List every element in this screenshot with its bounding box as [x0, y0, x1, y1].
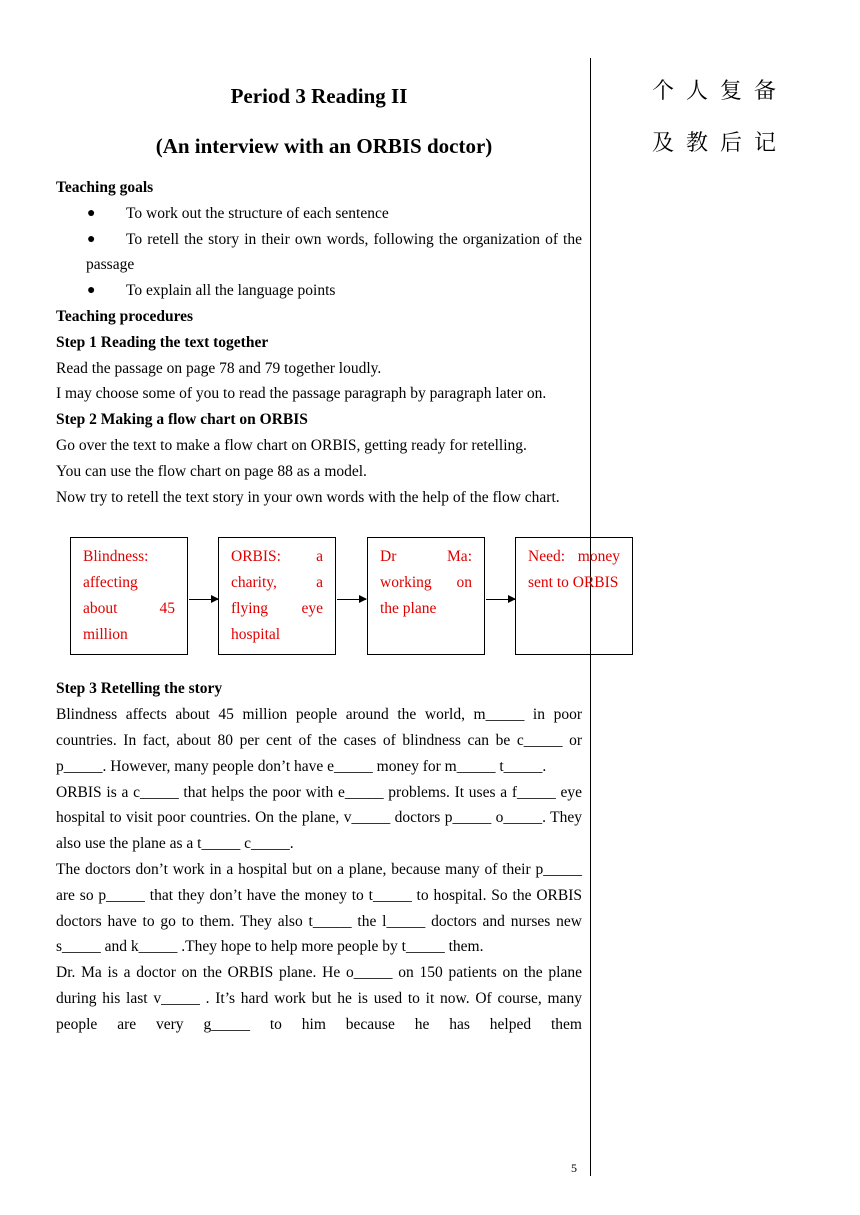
- arrow-icon: [189, 599, 218, 600]
- step2-text-3: Now try to retell the text story in your own words with the help of the flow chart.: [56, 488, 560, 506]
- goal-item: [56, 201, 582, 227]
- step3-paragraph: ORBIS is a c_____ that helps the poor with e_____ problems. It uses a f_____ eye hospital to visit poor countries. On the plane, v_____ doctors p_____ o_____. They also use the plane as a t_____ c_____.: [56, 783, 582, 853]
- page-title: Period 3 Reading II: [230, 84, 408, 108]
- step3-paragraph: The doctors don’t work in a hospital but on a plane, because many of their p_____ are so p_____ that they don’t have the money to t_____ to hospital. So the ORBIS doctors have to go to them. They also t_____ the l_____ doctors and nurses new s_____ and k_____ .They hope to help more people by t_____ them.: [56, 860, 582, 956]
- arrow-icon: [486, 599, 515, 600]
- step2-text-1: Go over the text to make a flow chart on ORBIS, getting ready for retelling.: [56, 436, 527, 454]
- side-note-line-2: 及教后记: [652, 131, 789, 156]
- goal-text: To work out the structure of each sentence: [126, 204, 389, 222]
- goal-item: [56, 227, 582, 279]
- bullet-icon: ●: [87, 205, 96, 221]
- step1-text-2: I may choose some of you to read the passage paragraph by paragraph later on.: [56, 385, 547, 403]
- goal-text: To retell the story in their own words, following the organization of the passage: [86, 230, 582, 274]
- flow-chart: [56, 510, 620, 670]
- bullet-icon: ●: [87, 231, 96, 247]
- flow-box-orbis: ORBIS: a charity, a flying eye hospital: [218, 537, 336, 655]
- step1-heading: Step 1 Reading the text together: [56, 333, 269, 351]
- step3-paragraph: Blindness affects about 45 million people around the world, m_____ in poor countries. In fact, about 80 per cent of the cases of blindness can be c_____ or p_____. However, many people don’t have e_____ money for m_____ t_____.: [56, 706, 582, 775]
- page-number: 5: [571, 1161, 577, 1175]
- procedures-heading: Teaching procedures: [56, 307, 194, 325]
- goal-item: [56, 278, 582, 304]
- teaching-goals-heading: Teaching goals: [56, 179, 154, 196]
- step3-paragraph: Dr. Ma is a doctor on the ORBIS plane. He o_____ on 150 patients on the plane during his last v_____ . It’s hard work but he is used to it now. Of course, many people are very g_____ to him because he has helped them: [56, 964, 582, 1033]
- step3-heading: Step 3 Retelling the story: [56, 680, 223, 698]
- document-body: [56, 175, 620, 1038]
- bullet-icon: ●: [87, 283, 96, 299]
- flow-box-blindness: Blindness: affecting about 45 million: [70, 537, 188, 655]
- step2-heading: Step 2 Making a flow chart on ORBIS: [56, 411, 308, 429]
- side-note-line-1: 个人复备: [652, 79, 789, 104]
- flow-box-need: Need: money sent to ORBIS: [515, 537, 633, 655]
- arrow-icon: [337, 599, 366, 600]
- goal-text: To explain all the language points: [126, 282, 336, 300]
- page-subtitle: (An interview with an ORBIS doctor): [155, 134, 493, 158]
- flow-box-dr-ma: Dr Ma: working on the plane: [367, 537, 485, 655]
- step2-text-2: You can use the flow chart on page 88 as a model.: [56, 462, 367, 480]
- step1-text-1: Read the passage on page 78 and 79 together loudly.: [56, 359, 382, 377]
